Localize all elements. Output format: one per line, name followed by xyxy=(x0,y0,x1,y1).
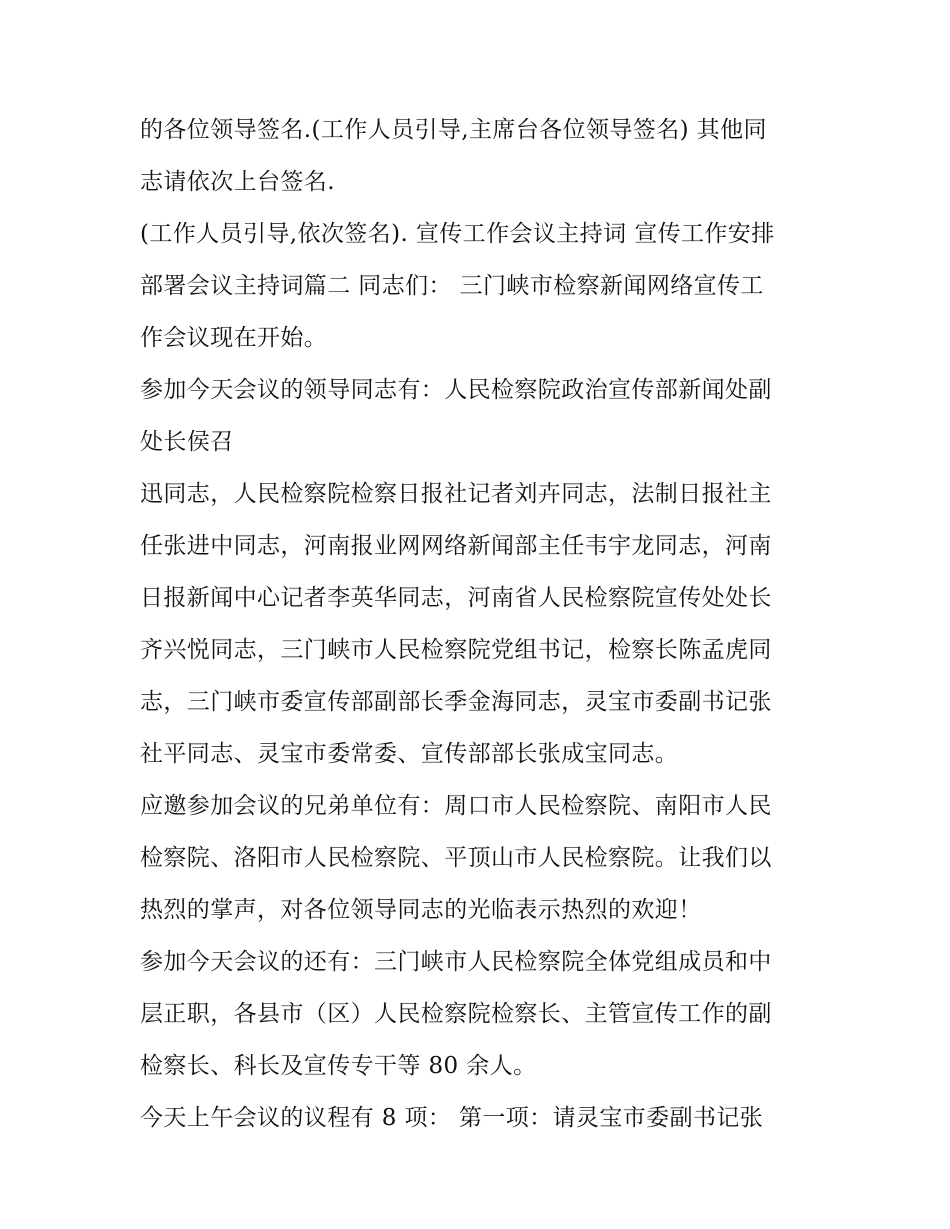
text-line: 迅同志，人民检察院检察日报社记者刘卉同志，法制日报社主 xyxy=(140,481,772,507)
text-line: 的各位领导签名.(工作人员引导,主席台各位领导签名) 其他同 xyxy=(140,117,767,143)
document-body xyxy=(140,104,820,1144)
text-line: 志，三门峡市委宣传部副部长季金海同志，灵宝市委副书记张 xyxy=(140,689,772,715)
text-line: 任张进中同志，河南报业网网络新闻部主任韦宇龙同志，河南 xyxy=(140,533,772,559)
text-line: 热烈的掌声，对各位领导同志的光临表示热烈的欢迎！ xyxy=(140,897,702,923)
text-line: 今天上午会议的议程有 8 项： 第一项：请灵宝市委副书记张 xyxy=(140,1105,764,1131)
text-line: 检察长、科长及宣传专干等 80 余人。 xyxy=(140,1053,537,1079)
text-line: 检察院、洛阳市人民检察院、平顶山市人民检察院。让我们以 xyxy=(140,845,772,871)
text-line: 层正职，各县市（区）人民检察院检察长、主管宣传工作的副 xyxy=(140,1001,772,1027)
text-line: 齐兴悦同志，三门峡市人民检察院党组书记，检察长陈孟虎同 xyxy=(140,637,772,663)
text-line: 志请依次上台签名. xyxy=(140,169,335,195)
text-line: 作会议现在开始。 xyxy=(140,325,328,351)
text-line: 参加今天会议的还有：三门峡市人民检察院全体党组成员和中 xyxy=(140,949,772,975)
text-line: 社平同志、灵宝市委常委、宣传部部长张成宝同志。 xyxy=(140,741,679,767)
text-line: 日报新闻中心记者李英华同志，河南省人民检察院宣传处处长 xyxy=(140,585,772,611)
text-line: 部署会议主持词篇二 同志们： 三门峡市检察新闻网络宣传工 xyxy=(140,273,764,299)
text-line: 应邀参加会议的兄弟单位有：周口市人民检察院、南阳市人民 xyxy=(140,793,772,819)
text-line: 参加今天会议的领导同志有：人民检察院政治宣传部新闻处副 xyxy=(140,377,772,403)
text-line: (工作人员引导,依次签名). 宣传工作会议主持词 宣传工作安排 xyxy=(140,221,775,247)
text-line: 处长侯召 xyxy=(140,429,234,455)
